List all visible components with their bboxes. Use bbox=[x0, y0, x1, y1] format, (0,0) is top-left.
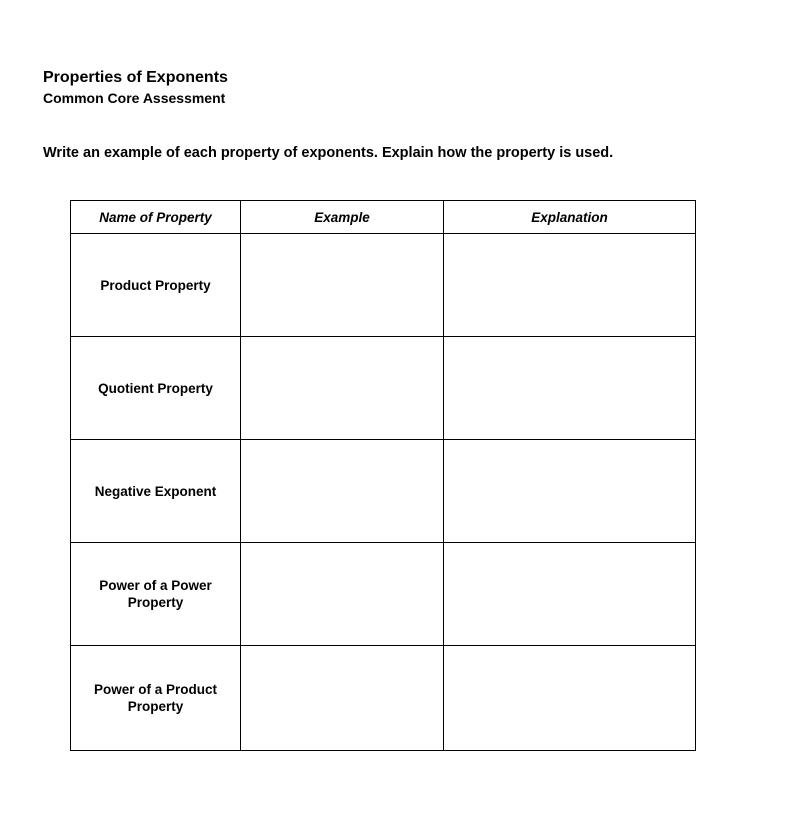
table-row bbox=[71, 543, 696, 646]
instructions-text: Write an example of each property of exponents. Explain how the property is used. bbox=[43, 145, 614, 161]
explanation-cell[interactable] bbox=[444, 543, 696, 646]
property-name-cell: Quotient Property bbox=[71, 337, 241, 440]
property-name-cell: Power of a Product Property bbox=[71, 646, 241, 751]
column-header-name: Name of Property bbox=[71, 201, 241, 234]
property-name-cell: Product Property bbox=[71, 234, 241, 337]
page-title: Properties of Exponents bbox=[43, 69, 228, 86]
table-header-row bbox=[71, 201, 696, 234]
properties-table bbox=[70, 200, 696, 751]
table-row bbox=[71, 337, 696, 440]
explanation-cell[interactable] bbox=[444, 337, 696, 440]
explanation-cell[interactable] bbox=[444, 646, 696, 751]
example-cell[interactable] bbox=[241, 646, 444, 751]
page-subtitle: Common Core Assessment bbox=[43, 90, 226, 106]
property-name-cell: Negative Exponent bbox=[71, 440, 241, 543]
example-cell[interactable] bbox=[241, 543, 444, 646]
example-cell[interactable] bbox=[241, 234, 444, 337]
table-row bbox=[71, 234, 696, 337]
example-cell[interactable] bbox=[241, 337, 444, 440]
table-row bbox=[71, 440, 696, 543]
example-cell[interactable] bbox=[241, 440, 444, 543]
column-header-explanation: Explanation bbox=[444, 201, 696, 234]
explanation-cell[interactable] bbox=[444, 234, 696, 337]
table-row bbox=[71, 646, 696, 751]
explanation-cell[interactable] bbox=[444, 440, 696, 543]
column-header-example: Example bbox=[241, 201, 444, 234]
property-name-cell: Power of a Power Property bbox=[71, 543, 241, 646]
